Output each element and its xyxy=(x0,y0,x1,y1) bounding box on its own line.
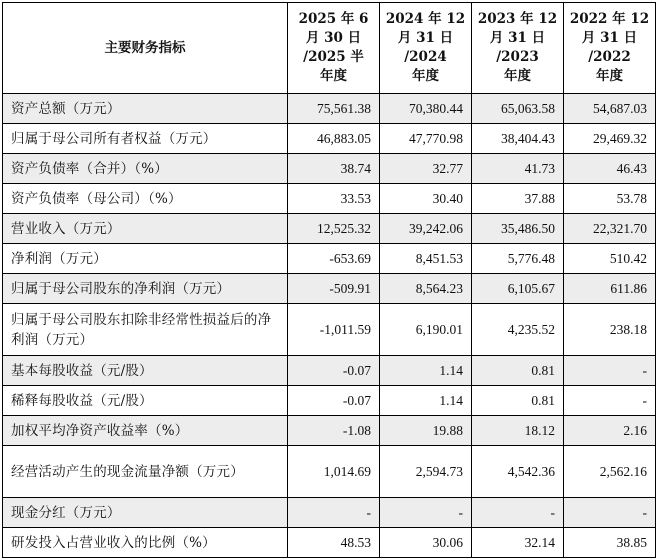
value-cell: 35,486.50 xyxy=(472,214,564,244)
value-cell: -509.91 xyxy=(288,274,380,304)
table-row xyxy=(3,154,656,184)
row-label: 资产总额（万元） xyxy=(3,94,288,124)
value-cell: 53.78 xyxy=(564,184,656,214)
value-cell: 29,469.32 xyxy=(564,124,656,154)
table-row xyxy=(3,356,656,386)
value-cell: -1,011.59 xyxy=(288,304,380,356)
value-cell: 8,451.53 xyxy=(380,244,472,274)
value-cell: 2,562.16 xyxy=(564,446,656,498)
value-cell: 12,525.32 xyxy=(288,214,380,244)
value-cell: 46,883.05 xyxy=(288,124,380,154)
value-cell: 41.73 xyxy=(472,154,564,184)
value-cell: 510.42 xyxy=(564,244,656,274)
value-cell: 19.88 xyxy=(380,416,472,446)
value-cell: -0.07 xyxy=(288,356,380,386)
row-label: 归属于母公司股东扣除非经常性损益后的净利润（万元） xyxy=(3,304,288,356)
row-label: 资产负债率（母公司）（%） xyxy=(3,184,288,214)
row-label: 稀释每股收益（元/股） xyxy=(3,386,288,416)
value-cell: 8,564.23 xyxy=(380,274,472,304)
value-cell: 65,063.58 xyxy=(472,94,564,124)
period-header: 2023 年 12 月 31 日 /2023 年度 xyxy=(472,3,564,94)
value-cell: 54,687.03 xyxy=(564,94,656,124)
value-cell: 32.14 xyxy=(472,528,564,558)
row-label: 归属于母公司股东的净利润（万元） xyxy=(3,274,288,304)
value-cell: - xyxy=(564,498,656,528)
value-cell: -1.08 xyxy=(288,416,380,446)
value-cell: - xyxy=(564,386,656,416)
value-cell: 611.86 xyxy=(564,274,656,304)
value-cell: 6,190.01 xyxy=(380,304,472,356)
value-cell: 30.06 xyxy=(380,528,472,558)
table-row xyxy=(3,446,656,498)
row-label: 归属于母公司所有者权益（万元） xyxy=(3,124,288,154)
row-label: 基本每股收益（元/股） xyxy=(3,356,288,386)
table-row xyxy=(3,416,656,446)
value-cell: -0.07 xyxy=(288,386,380,416)
header-row xyxy=(3,3,656,94)
value-cell: 2.16 xyxy=(564,416,656,446)
table-row xyxy=(3,214,656,244)
value-cell: 0.81 xyxy=(472,356,564,386)
table-row xyxy=(3,304,656,356)
value-cell: 75,561.38 xyxy=(288,94,380,124)
row-label: 研发投入占营业收入的比例（%） xyxy=(3,528,288,558)
row-label: 经营活动产生的现金流量净额（万元） xyxy=(3,446,288,498)
financial-indicators-table xyxy=(2,2,656,558)
value-cell: 38.85 xyxy=(564,528,656,558)
table-row xyxy=(3,124,656,154)
value-cell: 38,404.43 xyxy=(472,124,564,154)
value-cell: 46.43 xyxy=(564,154,656,184)
row-label: 现金分红（万元） xyxy=(3,498,288,528)
table-row xyxy=(3,244,656,274)
value-cell: 30.40 xyxy=(380,184,472,214)
value-cell: 5,776.48 xyxy=(472,244,564,274)
value-cell: 48.53 xyxy=(288,528,380,558)
value-cell: 70,380.44 xyxy=(380,94,472,124)
value-cell: 39,242.06 xyxy=(380,214,472,244)
row-label: 净利润（万元） xyxy=(3,244,288,274)
value-cell: 1,014.69 xyxy=(288,446,380,498)
period-header: 2022 年 12 月 31 日 /2022 年度 xyxy=(564,3,656,94)
table-row xyxy=(3,528,656,558)
value-cell: 4,235.52 xyxy=(472,304,564,356)
row-label: 加权平均净资产收益率（%） xyxy=(3,416,288,446)
value-cell: - xyxy=(564,356,656,386)
value-cell: 32.77 xyxy=(380,154,472,184)
table-row xyxy=(3,274,656,304)
table-row xyxy=(3,498,656,528)
value-cell: - xyxy=(288,498,380,528)
value-cell: 47,770.98 xyxy=(380,124,472,154)
table-row xyxy=(3,184,656,214)
value-cell: 6,105.67 xyxy=(472,274,564,304)
value-cell: 0.81 xyxy=(472,386,564,416)
value-cell: 238.18 xyxy=(564,304,656,356)
value-cell: 22,321.70 xyxy=(564,214,656,244)
value-cell: 1.14 xyxy=(380,386,472,416)
period-header: 2024 年 12 月 31 日 /2024 年度 xyxy=(380,3,472,94)
value-cell: 18.12 xyxy=(472,416,564,446)
table-row xyxy=(3,386,656,416)
value-cell: -653.69 xyxy=(288,244,380,274)
value-cell: 2,594.73 xyxy=(380,446,472,498)
value-cell: 1.14 xyxy=(380,356,472,386)
value-cell: 4,542.36 xyxy=(472,446,564,498)
value-cell: 38.74 xyxy=(288,154,380,184)
value-cell: - xyxy=(380,498,472,528)
value-cell: 33.53 xyxy=(288,184,380,214)
header-label: 主要财务指标 xyxy=(3,3,288,94)
table-row xyxy=(3,94,656,124)
value-cell: - xyxy=(472,498,564,528)
period-header: 2025 年 6 月 30 日 /2025 半 年度 xyxy=(288,3,380,94)
value-cell: 37.88 xyxy=(472,184,564,214)
row-label: 营业收入（万元） xyxy=(3,214,288,244)
row-label: 资产负债率（合并）（%） xyxy=(3,154,288,184)
